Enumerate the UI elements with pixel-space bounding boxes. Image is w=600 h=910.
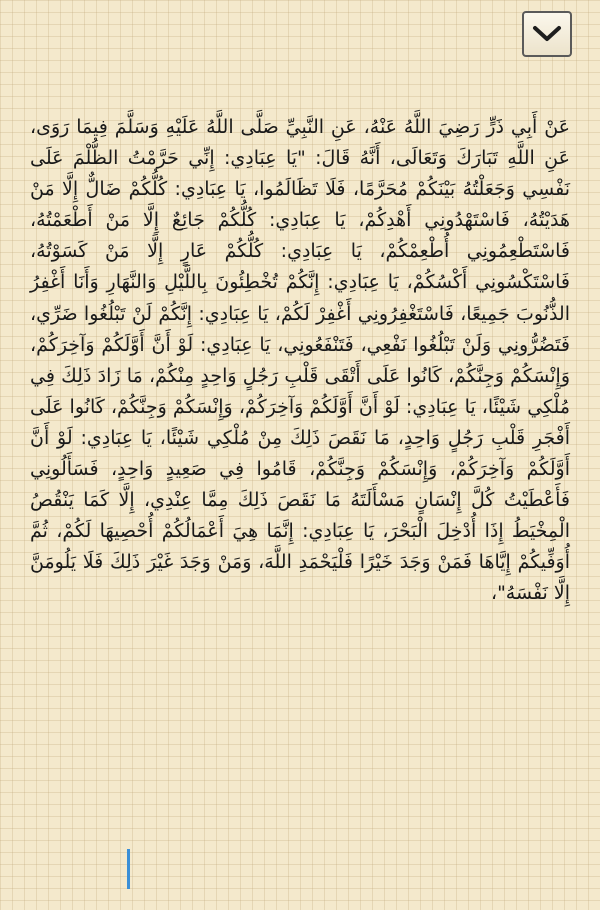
hadith-text-area[interactable]: عَنْ أَبِي ذَرٍّ رَضِيَ اللَّهُ عَنْهُ، عَنِ النَّبِيِّ صَلَّى اللَّهُ عَلَيْهِ وَسَلَّمَ فِيمَا رَوَى، عَنِ اللَّهِ تَبَارَكَ وَتَعَالَى، أَنَّهُ قَالَ: "يَا عِبَادِي: إِنِّي حَرَّمْتُ الظُّلْمَ عَلَى نَفْسِي وَجَعَلْتُهُ بَيْنَكُمْ مُحَرَّمًا، فَلَا تَظَالَمُوا، يَا عِبَادِي: كُلُّكُمْ ضَالٌّ إِلَّا مَنْ هَدَيْتُهُ، فَاسْتَهْدُونِي أَهْدِكُمْ، يَا عِبَادِي: كُلُّكُمْ جَائِعٌ إِلَّا مَنْ أَطْعَمْتُهُ، فَاسْتَطْعِمُونِي أُطْعِمْكُمْ، يَا عِبَادِي: كُلُّكُمْ عَارٍ إِلَّا مَنْ كَسَوْتُهُ، فَاسْتَكْسُونِي أَكْسُكُمْ، يَا عِبَادِي: إِنَّكُمْ تُخْطِئُونَ بِاللَّيْلِ وَالنَّهَارِ وَأَنَا أَغْفِرُ الذُّنُوبَ جَمِيعًا، فَاسْتَغْفِرُونِي أَغْفِرْ لَكُمْ، يَا عِبَادِي: إِنَّكُمْ لَنْ تَبْلُغُوا ضَرِّي، فَتَضُرُّونِي وَلَنْ تَبْلُغُوا نَفْعِي، فَتَنْفَعُونِي، يَا عِبَادِي: لَوْ أَنَّ أَوَّلَكُمْ وَآخِرَكُمْ، وَإِنْسَكُمْ وَجِنَّكُمْ، كَانُوا عَلَى أَتْقَى قَلْبِ رَجُلٍ وَاحِدٍ مِنْكُمْ، مَا زَادَ ذَلِكَ فِي مُلْكِي شَيْئًا، يَا عِبَادِي: لَوْ أَنَّ أَوَّلَكُمْ وَآخِرَكُمْ، وَإِنْسَكُمْ وَجِنَّكُمْ، كَانُوا عَلَى أَفْجَرِ قَلْبِ رَجُلٍ وَاحِدٍ، مَا نَقَصَ ذَلِكَ مِنْ مُلْكِي شَيْئًا، يَا عِبَادِي: لَوْ أَنَّ أَوَّلَكُمْ وَآخِرَكُمْ، وَإِنْسَكُمْ وَجِنَّكُمْ، قَامُوا فِي صَعِيدٍ وَاحِدٍ، فَسَأَلُونِي فَأَعْطَيْتُ كُلَّ إِنْسَانٍ مَسْأَلَتَهُ مَا نَقَصَ ذَلِكَ مِمَّا عِنْدِي، إِلَّا كَمَا يَنْقُصُ الْمِخْيَطُ إِذَا أُدْخِلَ الْبَحْرَ، يَا عِبَادِي: إِنَّمَا هِيَ أَعْمَالُكُمْ أُحْصِيهَا لَكُمْ، ثُمَّ أُوَفِّيكُمْ إِيَّاهَا فَمَنْ وَجَدَ خَيْرًا فَلْيَحْمَدِ اللَّهَ، وَمَنْ وَجَدَ غَيْرَ ذَلِكَ فَلَا يَلُومَنَّ إِلَّا نَفْسَهُ"، [30,116,570,605]
text-cursor [127,849,130,889]
chevron-down-icon [532,25,562,43]
collapse-button[interactable] [522,11,572,57]
